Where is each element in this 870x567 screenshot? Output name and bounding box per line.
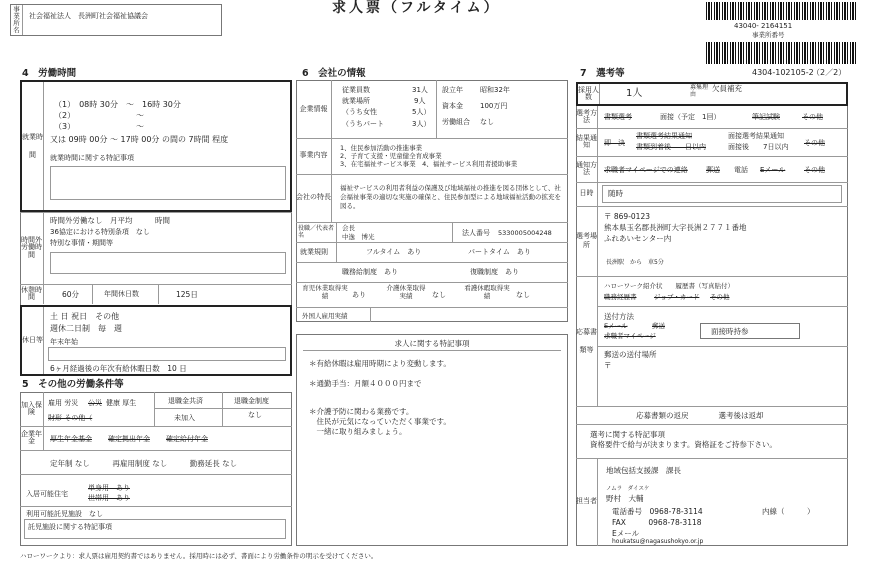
mail-place-label: 郵送の送付場所 <box>604 350 657 359</box>
date-label: 日時 <box>576 182 598 206</box>
insurance-1b: 健康 厚生 <box>106 399 137 407</box>
method-interview: 面接（予定 1回） <box>660 113 721 121</box>
method-label: 選考方法 <box>576 106 598 128</box>
overtime-1: 時間外労働なし 月平均 時間 <box>50 216 170 225</box>
parttime-value: 3人） <box>412 120 431 128</box>
nursing-leave-value: なし <box>432 291 446 299</box>
childcare-note-label: 託児施設に関する特記事項 <box>28 523 112 531</box>
contact-kana: ノムラ ダイスケ <box>606 486 650 492</box>
result-interview: 面接選考結果通知 <box>728 132 784 140</box>
annual-holidays-label: 年間休日数 <box>104 290 139 298</box>
holidays-box <box>20 305 292 376</box>
result-interview-days: 面接後 7日以内 <box>728 143 789 151</box>
notice-other: その他 <box>804 166 825 174</box>
pension-1: 厚生年金基金 <box>50 435 92 443</box>
section-6-title: 6 会社の情報 <box>302 68 366 79</box>
insurance-public: 公災 <box>88 399 102 407</box>
send-mail: 郵送 <box>652 322 665 330</box>
female-value: 5人） <box>412 108 431 116</box>
page-number: （2／2） <box>812 68 847 77</box>
overtime-2: 36協定における特別条項 なし <box>50 228 150 236</box>
feature-label: 会社の特長 <box>296 174 332 222</box>
place-label: 選考場所 <box>576 206 598 276</box>
hours-1: （1） 08時 30分 ～ 16時 30分 <box>54 100 181 109</box>
notes-title: 求人に関する特記事項 <box>394 339 470 348</box>
result-docs-days: 書類到着後 日以内 <box>636 143 706 151</box>
hire-label: 採用人数 <box>578 84 600 104</box>
docs-label: 応募書類等 <box>576 276 598 406</box>
established-value: 昭和32年 <box>480 86 510 94</box>
footer-note: ハローワークより：求人票は雇用契約書ではありません。採用時には必ず、書面により労働条件の明示を受けてください。 <box>20 552 378 560</box>
mail-place-value: 〒 <box>604 361 612 370</box>
holidays-label: 休日等 <box>22 307 44 374</box>
return-policy: 応募書類の返戻 選考後は返却 <box>636 411 764 420</box>
holidays-field <box>48 347 286 361</box>
send-mypage: 求職者マイページ <box>604 332 656 340</box>
section-4-title: 4 労働時間 <box>22 68 77 79</box>
business-3: 3、在宅福祉サービス事業 4、福祉サービス利用者援助事業 <box>340 160 518 168</box>
rep-name: 中逸 博光 <box>342 233 375 241</box>
business-label: 事業内容 <box>296 138 332 174</box>
housing-label: 入居可能住宅 <box>26 490 68 498</box>
nursing-leave-label: 介護休業取得実績 <box>386 284 426 300</box>
result-other: その他 <box>804 139 825 147</box>
employees-value: 31人 <box>412 86 428 94</box>
barcode-office <box>706 2 856 20</box>
note-3: ＊介護予防に関わる業務です。 <box>309 407 414 416</box>
place-zip: 〒 869-0123 <box>604 212 650 221</box>
hours-note-label: 就業時間に関する特記事項 <box>50 154 134 162</box>
capital-label: 資本金 <box>442 102 463 110</box>
notice-phone: 電話 <box>734 166 748 174</box>
holidays-2: 週休二日制 毎 週 <box>50 324 122 333</box>
work-hours-label: 就業時間 <box>22 82 44 210</box>
hours-2: （2） <box>54 111 76 120</box>
docs-1: ハローワーク紹介状 履歴書（写真貼付） <box>604 282 734 290</box>
notice-mail: 郵送 <box>706 166 720 174</box>
overtime-label: 時間外労働時間 <box>20 212 44 284</box>
method-other: その他 <box>802 113 823 121</box>
date-value: 随時 <box>608 189 623 198</box>
rehire: 復職制度 あり <box>470 268 519 276</box>
date-field <box>602 185 842 203</box>
office-number-label: 事業所番号 <box>752 31 785 39</box>
job-number: 4304-102105-2 <box>752 68 814 77</box>
method-written: 筆記試験 <box>752 113 780 121</box>
hours-note-field <box>50 166 286 200</box>
rep-title: 会長 <box>342 224 355 232</box>
overtime-field <box>50 252 286 274</box>
office-name: 社会福祉法人 長洲町社会福祉協議会 <box>29 12 148 20</box>
pension-3: 確定給付年金 <box>166 435 208 443</box>
contact-email-label: Eメール <box>612 529 640 538</box>
break-label: 休憩時間 <box>20 284 44 304</box>
docs-3: ジョブ・カード <box>654 293 700 301</box>
site-value: 9人 <box>414 97 426 105</box>
female-label: （うち女性 <box>342 108 377 116</box>
docs-4: その他 <box>710 293 730 301</box>
send-label: 送付方法 <box>604 312 634 321</box>
office-name-box <box>10 4 222 36</box>
retire-system-label: 退職金制度 <box>234 397 269 405</box>
contact-dept: 地域包括支援課 課長 <box>606 466 681 475</box>
care-leave-label: 看護休暇取得実績 <box>464 284 510 300</box>
barcode-job <box>706 42 856 64</box>
childcare-leave-label: 育児休業取得実績 <box>302 284 348 300</box>
reason-value: 欠員補充 <box>712 84 742 93</box>
union-value: なし <box>480 118 494 126</box>
housing-family: 世帯用 あり <box>88 494 130 502</box>
docs-2: 職務経歴書 <box>604 293 637 301</box>
contact-label: 担当者 <box>576 458 598 546</box>
hire-count: 1人 <box>626 88 643 99</box>
established-label: 設立年 <box>442 86 463 94</box>
corp-no-label: 法人番号 <box>462 229 490 237</box>
notice-mypage: 求職者マイページでの連絡 <box>604 166 688 174</box>
note-5: 一緒に取り組みましょう。 <box>309 427 407 436</box>
contact-email: houkatsu@nagasushokyo.or.jp <box>612 538 704 545</box>
rep-label: 役職／代表者名 <box>298 225 335 240</box>
site-label: 就業場所 <box>342 97 370 105</box>
contact-tel: 電話番号 0968-78-3114 <box>612 507 703 516</box>
note-2: ＊通勤手当：月額４０００円まで <box>309 379 422 388</box>
employees-label: 従業員数 <box>342 86 370 94</box>
capital-value: 100万円 <box>480 102 508 110</box>
childcare-leave-value: あり <box>352 291 366 299</box>
paid-leave: 6ヶ月経過後の年次有給休暇日数 10 日 <box>50 364 187 373</box>
notice-label: 通知方法 <box>576 156 598 182</box>
result-instant: 即 決 <box>604 139 625 147</box>
selection-note-title: 選考に関する特記事項 <box>590 430 665 439</box>
send-interview: 面接時持参 <box>711 327 749 336</box>
housing-single: 単身用 あり <box>88 484 130 492</box>
hours-flex: 又は 09時 00分 ～ 17時 00分 の間の 7時間 程度 <box>50 135 229 144</box>
send-email: Eメール <box>604 322 628 330</box>
method-docs: 書類選考 <box>604 113 632 121</box>
overtime-3: 特別な事情・期間等 <box>50 239 113 247</box>
reason-label: 募集理由 <box>690 84 709 98</box>
notice-email: Eメール <box>760 166 786 174</box>
hours-2-tilde: ～ <box>136 111 144 120</box>
childcare-facility: 利用可能託児施設 なし <box>26 510 103 518</box>
page-title: 求人票（フルタイム） <box>332 0 501 16</box>
pension-label: 企業年金 <box>20 426 44 450</box>
section-5-title: 5 その他の労働条件等 <box>22 379 124 390</box>
insurance-2: 財形 その他（ <box>48 414 93 422</box>
corp-no-value: 5330005004248 <box>498 229 552 237</box>
hours-3-tilde: ～ <box>136 122 144 131</box>
rules-parttime: パートタイム あり <box>468 248 531 256</box>
office-number: 43040- 2164151 <box>734 22 793 30</box>
insurance-label: 加入保険 <box>20 392 44 426</box>
contact-name: 野村 大輔 <box>606 494 644 503</box>
holidays-1: 土 日 祝日 その他 <box>50 312 120 321</box>
break-value: 60分 <box>62 290 80 299</box>
note-1: ＊有給休暇は雇用時期により変動します。 <box>309 359 451 368</box>
notes-box <box>296 334 568 546</box>
note-4: 住民が元気になっていただく事業です。 <box>309 417 451 426</box>
rules-label: 就業規則 <box>300 248 328 256</box>
result-docs: 書類選考結果通知 <box>636 132 692 140</box>
business-1: 1、住民参加活動の推進事業 <box>340 144 423 152</box>
place-access: 長洲駅 から 車5分 <box>606 259 664 266</box>
pension-2: 確定拠出年金 <box>108 435 150 443</box>
hours-3: （3） <box>54 122 76 131</box>
send-interview-box <box>700 323 800 339</box>
retire-mutual-label: 退職金共済 <box>168 397 203 405</box>
selection-note: 資格要件で給与が決まります。資格証をご持参下さい。 <box>590 440 777 449</box>
annual-holidays-value: 125日 <box>176 290 198 299</box>
retirement-age: 定年制 なし 再雇用制度 なし 勤務延長 なし <box>50 459 238 468</box>
office-label: 事業所名 <box>11 5 23 35</box>
feature-text: 福祉サービスの利用者利益の保護及び地域福祉の推進を図る団体として、社会福祉事業の適切な実施の確保と、住民参加型による地域福祉活動の拡充を図る。 <box>340 184 561 211</box>
insurance-1: 雇用 労災 <box>48 399 79 407</box>
section-7-title: 7 選考等 <box>580 68 625 79</box>
parttime-label: （うちパート <box>342 120 384 128</box>
retire-system-value: なし <box>248 411 262 419</box>
retire-mutual-value: 未加入 <box>174 414 195 422</box>
contact-fax: FAX 0968-78-3118 <box>612 518 702 527</box>
holidays-3: 年末年始 <box>50 338 78 346</box>
business-2: 2、子育て支援・児童健全育成事業 <box>340 152 442 160</box>
company-info-label: 企業情報 <box>296 80 332 138</box>
hire-box <box>576 82 848 106</box>
place-address-1: 熊本県玉名郡長洲町大字長洲２７７１番地 <box>604 223 747 232</box>
duty-pay: 職務給制度 あり <box>342 268 398 276</box>
union-label: 労働組合 <box>442 118 470 126</box>
result-label: 結果通知 <box>576 128 598 156</box>
rules-fulltime: フルタイム あり <box>366 248 422 256</box>
foreign-label: 外国人雇用実績 <box>302 312 348 320</box>
contact-ext: 内線（ ） <box>762 507 815 516</box>
care-leave-value: なし <box>516 291 530 299</box>
work-hours-box <box>20 80 292 212</box>
place-address-2: ふれあいセンター内 <box>604 234 672 243</box>
